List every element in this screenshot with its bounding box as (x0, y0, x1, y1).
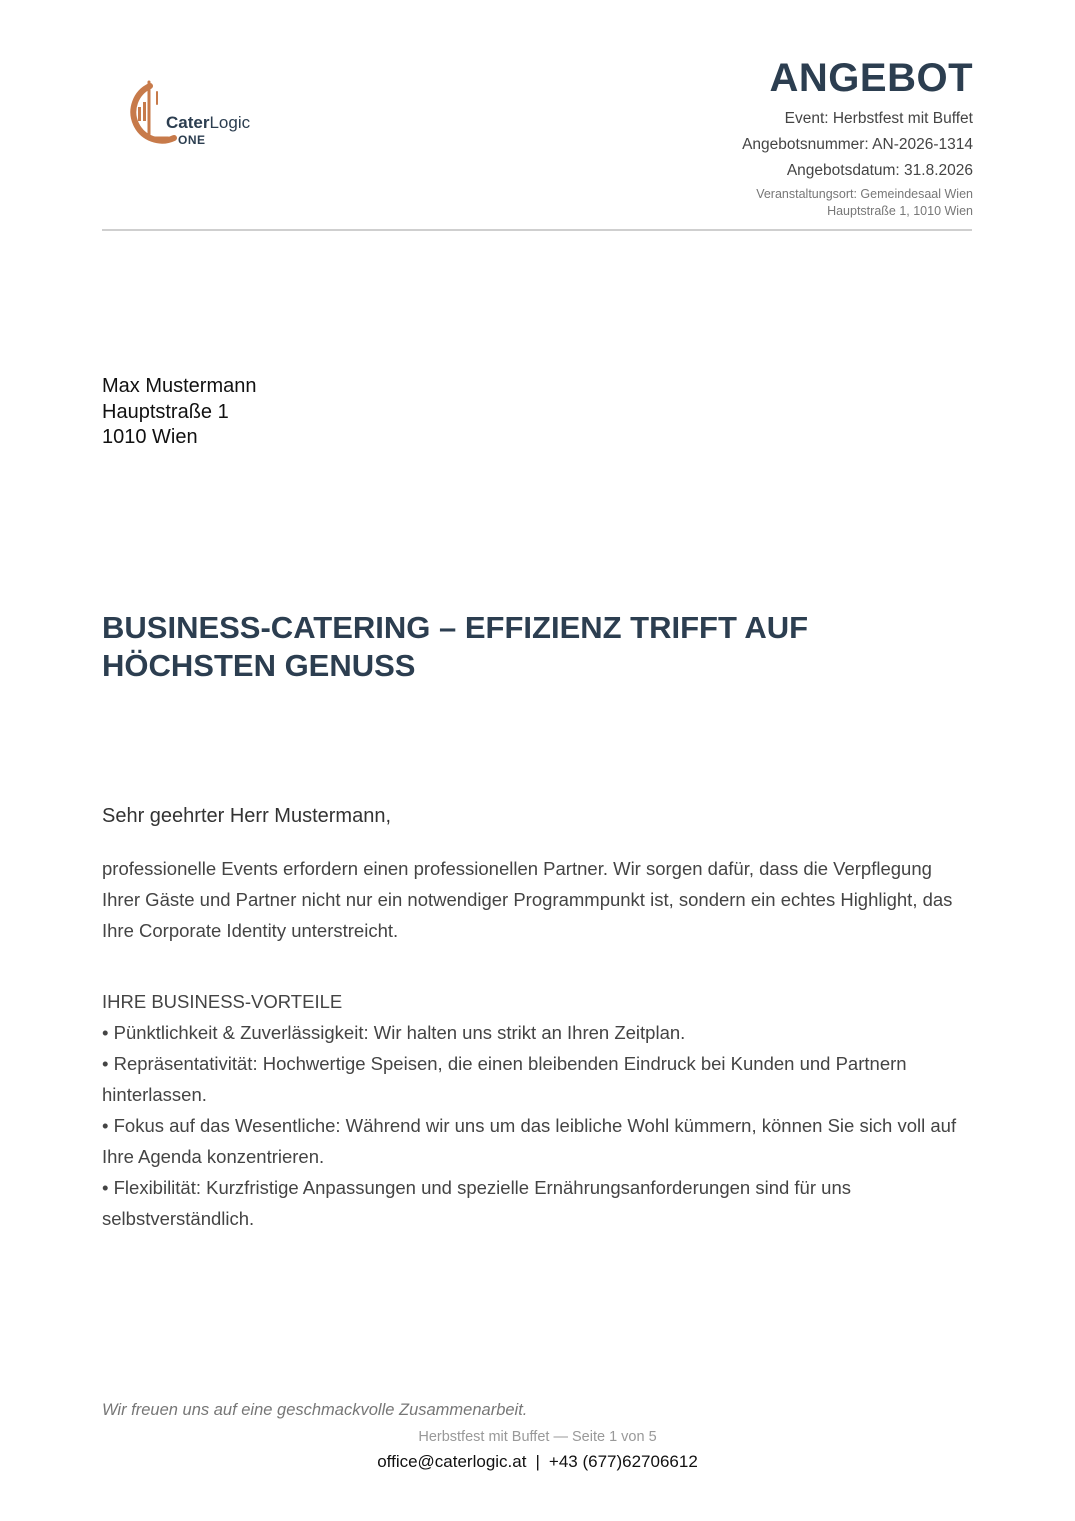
recipient-address (102, 374, 257, 451)
offer-headline: BUSINESS-CATERING – EFFIZIENZ TRIFFT AUF HÖCHSTEN GENUSS (102, 610, 809, 683)
benefits-heading: IHRE BUSINESS-VORTEILE (102, 991, 343, 1012)
offer-date: Angebotsdatum: 31.8.2026 (786, 162, 973, 179)
company-logo (122, 78, 262, 150)
recipient-name: Max Mustermann (102, 375, 257, 397)
salutation: Sehr geehrter Herr Mustermann, (102, 805, 392, 827)
logo-wordmark: CaterLogic (166, 113, 251, 132)
header-divider (102, 229, 972, 231)
offer-header (742, 56, 973, 220)
intro-paragraph: professionelle Events erfordern einen professionellen Partner. Wir sorgen dafür, dass die Verpflegung Ihrer Gäste und Partner nicht nur ein notwendiger Programmpunkt ist, sondern ein echtes Highlight, das Ihre Corporate Identity unterstreicht. (102, 858, 953, 941)
benefit-item: • Pünktlichkeit & Zuverlässigkeit: Wir halten uns strikt an Ihren Zeitplan. (102, 1022, 686, 1043)
document-title: ANGEBOT (769, 56, 973, 100)
benefit-item: • Repräsentativität: Hochwertige Speisen, die einen bleibenden Eindruck bei Kunden und Partnern hinterlassen. (102, 1053, 907, 1105)
contact-email[interactable]: office@caterlogic.at (377, 1452, 527, 1471)
contact-separator: | (535, 1452, 540, 1471)
benefit-item: • Flexibilität: Kurzfristige Anpassungen und spezielle Ernährungsanforderungen sind für uns selbstverständlich. (102, 1177, 851, 1229)
footer-contact (0, 1450, 1075, 1474)
venue-address: Hauptstraße 1, 1010 Wien (827, 204, 973, 218)
logo-subline: ONE (178, 133, 206, 147)
offer-number: Angebotsnummer: AN-2026-1314 (742, 136, 973, 153)
benefit-item: • Fokus auf das Wesentliche: Während wir uns um das leibliche Wohl kümmern, können Sie sich voll auf Ihre Agenda konzentrieren. (102, 1115, 957, 1167)
recipient-city: 1010 Wien (102, 426, 198, 448)
venue-block (742, 186, 973, 220)
contact-phone[interactable]: +43 (677)62706612 (548, 1452, 698, 1471)
benefits-section (102, 986, 972, 1234)
event-name: Event: Herbstfest mit Buffet (784, 110, 973, 127)
venue-name: Veranstaltungsort: Gemeindesaal Wien (756, 187, 973, 201)
closing-line: Wir freuen uns auf eine geschmackvolle Zusammenarbeit. (102, 1401, 528, 1419)
recipient-street: Hauptstraße 1 (102, 400, 229, 423)
footer-page-info: Herbstfest mit Buffet — Seite 1 von 5 (418, 1429, 657, 1445)
